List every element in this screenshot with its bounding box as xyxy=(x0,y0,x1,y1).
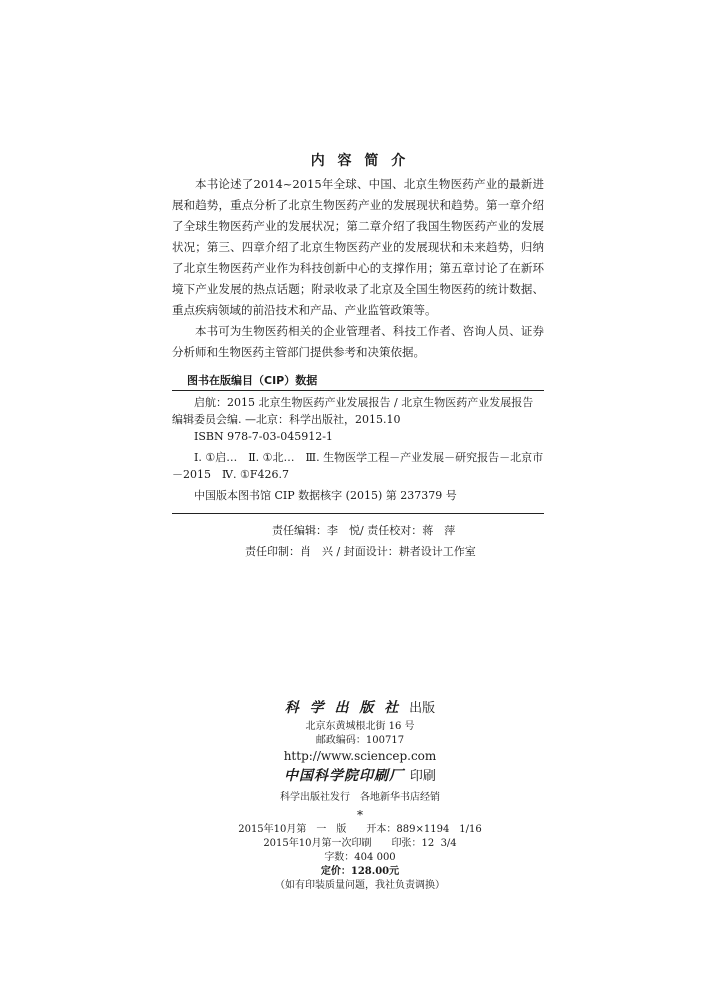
cip-classification: Ⅰ. ①启… Ⅱ. ①北… Ⅲ. 生物医学工程－产业发展－研究报告－北京市－2015 Ⅳ. ①F426.7 xyxy=(172,451,544,481)
cip-header: 图书在版编目（CIP）数据 xyxy=(187,374,318,387)
summary-paragraph-1: 本书论述了2014~2015年全球、中国、北京生物医药产业的最新进展和趋势，重点分析了北京生物医药产业的发展现状和趋势。第一章介绍了全球生物医药产业的发展状况；第二章介绍了我国生物医药产业的发展状况；第三、四章介绍了北京生物医药产业的发展现状和未来趋势，归纳了北京生物医药产业作为科技创新中心的支撑作用；第五章讨论了在新环境下产业发展的热点话题；附录收录了北京及全国生物医药的统计数据、重点疾病领域的前沿技术和产品、产业监管政策等。 xyxy=(172,177,544,317)
printer-suffix: 印刷 xyxy=(409,769,436,784)
printer-name: 中国科学院印刷厂 xyxy=(284,768,405,784)
cip-bottom-rule xyxy=(172,513,544,514)
quality-notice: （如有印装质量问题，我社负责调换） xyxy=(275,880,445,891)
production-credits: 责任印制：肖 兴 / 封面设计：耕者设计工作室 xyxy=(245,545,476,558)
summary-title: 内 容 简 介 xyxy=(310,153,410,169)
printer-line xyxy=(0,764,720,789)
cip-isbn: ISBN 978-7-03-045912-1 xyxy=(194,430,333,443)
distribution-line: 科学出版社发行 各地新华书店经销 xyxy=(280,792,440,803)
editors-block xyxy=(0,520,720,562)
editor-credits: 责任编辑：李 悦/ 责任校对：蒋 萍 xyxy=(272,524,456,537)
price: 定价：128.00元 xyxy=(320,866,400,877)
cip-number: 中国版本图书馆 CIP 数据核字 (2015) 第 237379 号 xyxy=(194,489,457,502)
cip-record xyxy=(172,394,544,504)
cip-top-rule xyxy=(172,390,544,391)
summary-body xyxy=(172,174,544,363)
word-count: 字数：404 000 xyxy=(324,852,396,863)
separator-star: * xyxy=(357,808,363,822)
publisher-suffix: 出版 xyxy=(409,701,436,716)
publisher-address: 北京东黄城根北街 16 号 xyxy=(305,721,415,732)
summary-paragraph-2: 本书可为生物医药相关的企业管理者、科技工作者、咨询人员、证券分析师和生物医药主管部门提供参考和决策依据。 xyxy=(172,324,544,359)
publisher-url: http://www.sciencep.com xyxy=(283,749,437,763)
printing-line: 2015年10月第一次印刷 印张：12 3/4 xyxy=(263,838,457,849)
publisher-line xyxy=(0,697,720,720)
publisher-name: 科 学 出 版 社 xyxy=(284,700,402,716)
cip-title-line: 启航：2015 北京生物医药产业发展报告 / 北京生物医药产业发展报告编辑委员会编. —北京：科学出版社，2015.10 xyxy=(172,396,534,426)
publisher-postcode: 邮政编码：100717 xyxy=(315,735,405,746)
edition-line: 2015年10月第 一 版 开本：889×1194 1/16 xyxy=(238,824,482,835)
colophon xyxy=(0,697,720,893)
